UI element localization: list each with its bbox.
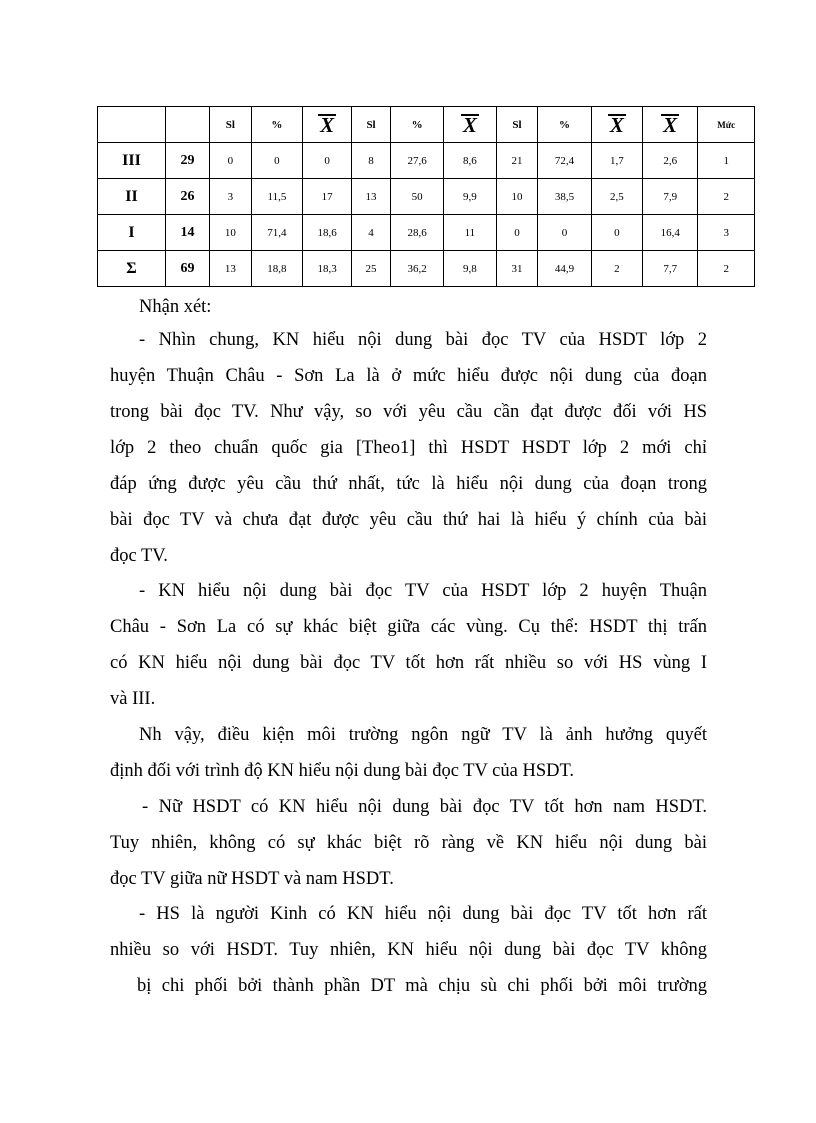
table-row	[98, 143, 755, 179]
paragraph-line: - HS là người Kinh có KN hiểu nội dung bài đọc TV tốt hơn rất	[139, 904, 707, 924]
table-cell: 2,6	[642, 143, 697, 179]
table-cell: 7,7	[642, 251, 697, 287]
table-cell: 1	[698, 143, 755, 179]
table-cell: 25	[352, 251, 391, 287]
header-cell	[166, 107, 210, 143]
table-cell: 8,6	[444, 143, 496, 179]
table-cell: 4	[352, 215, 391, 251]
paragraph-line: có KN hiểu nội dung bài đọc TV tốt hơn rất nhiều so với HS vùng I	[110, 653, 707, 673]
table-cell: 10	[496, 179, 538, 215]
paragraph-line: - KN hiểu nội dung bài đọc TV của HSDT lớp 2 huyện Thuận	[139, 581, 707, 601]
table-cell: 9,9	[444, 179, 496, 215]
table-row	[98, 251, 755, 287]
table-cell: 11	[444, 215, 496, 251]
mean-symbol: X	[663, 113, 678, 137]
table-cell: 18,6	[303, 215, 352, 251]
remarks-heading: Nhận xét:	[139, 297, 212, 317]
paragraph-line: đáp ứng được yêu cầu thứ nhất, tức là hiểu nội dung của đoạn trong	[110, 474, 707, 494]
paragraph-line: và III.	[110, 689, 156, 709]
paragraph-line: đọc TV giữa nữ HSDT và nam HSDT.	[110, 869, 394, 889]
header-cell	[591, 107, 642, 143]
table-cell: 18,8	[251, 251, 302, 287]
table-cell: 72,4	[538, 143, 591, 179]
table-cell: 0	[538, 215, 591, 251]
table-header-row	[98, 107, 755, 143]
header-cell: %	[251, 107, 302, 143]
table-cell: 71,4	[251, 215, 302, 251]
mean-symbol: X	[462, 113, 477, 137]
header-cell	[444, 107, 496, 143]
table-cell: 50	[390, 179, 443, 215]
paragraph-line: nhiều so với HSDT. Tuy nhiên, KN hiểu nội dung bài đọc TV không	[110, 940, 707, 960]
table-row	[98, 215, 755, 251]
paragraph-line: trong bài đọc TV. Như vậy, so với yêu cầu cần đạt được đối với HS	[110, 402, 707, 422]
table-cell: 11,5	[251, 179, 302, 215]
table-cell: 2	[591, 251, 642, 287]
header-cell: Mức	[698, 107, 755, 143]
row-label: III	[98, 143, 166, 179]
table-cell: 13	[352, 179, 391, 215]
paragraph-line: - Nữ HSDT có KN hiểu nội dung bài đọc TV tốt hơn nam HSDT.	[142, 797, 707, 817]
paragraph-line: bị chi phối bởi thành phần DT mà chịu sù chi phối bởi môi trường	[137, 976, 707, 996]
header-cell: Sl	[209, 107, 251, 143]
header-cell	[98, 107, 166, 143]
table-cell: 7,9	[642, 179, 697, 215]
row-total: 29	[166, 143, 210, 179]
results-table	[97, 106, 755, 287]
row-label: I	[98, 215, 166, 251]
header-cell: Sl	[496, 107, 538, 143]
table-row	[98, 179, 755, 215]
row-label: II	[98, 179, 166, 215]
table-cell: 8	[352, 143, 391, 179]
table-cell: 0	[209, 143, 251, 179]
table-cell: 27,6	[390, 143, 443, 179]
row-total: 69	[166, 251, 210, 287]
table-cell: 3	[698, 215, 755, 251]
paragraph-line: bài đọc TV và chưa đạt được yêu cầu thứ hai là hiểu ý chính của bài	[110, 510, 707, 530]
table-cell: 36,2	[390, 251, 443, 287]
header-cell: %	[390, 107, 443, 143]
paragraph-line: Châu - Sơn La có sự khác biệt giữa các vùng. Cụ thể: HSDT thị trấn	[110, 617, 707, 637]
table-cell: 2,5	[591, 179, 642, 215]
paragraph-line: định đối với trình độ KN hiểu nội dung bài đọc TV của HSDT.	[110, 761, 575, 781]
table-cell: 28,6	[390, 215, 443, 251]
table-cell: 38,5	[538, 179, 591, 215]
table-cell: 2	[698, 179, 755, 215]
table-cell: 16,4	[642, 215, 697, 251]
table-cell: 13	[209, 251, 251, 287]
table-cell: 10	[209, 215, 251, 251]
paragraph-line: Tuy nhiên, không có sự khác biệt rõ ràng về KN hiểu nội dung bài	[110, 833, 707, 853]
table-cell: 0	[251, 143, 302, 179]
paragraph-line: - Nhìn chung, KN hiểu nội dung bài đọc TV của HSDT lớp 2	[139, 330, 707, 350]
header-cell	[642, 107, 697, 143]
header-cell: Sl	[352, 107, 391, 143]
paragraph-line: huyện Thuận Châu - Sơn La là ở mức hiểu được nội dung của đoạn	[110, 366, 707, 386]
header-cell: %	[538, 107, 591, 143]
table-cell: 44,9	[538, 251, 591, 287]
paragraph-line: đọc TV.	[110, 546, 168, 566]
table-cell: 18,3	[303, 251, 352, 287]
table-cell: 31	[496, 251, 538, 287]
row-total: 14	[166, 215, 210, 251]
table-cell: 9,8	[444, 251, 496, 287]
header-cell	[303, 107, 352, 143]
table-cell: 1,7	[591, 143, 642, 179]
table-cell: 2	[698, 251, 755, 287]
table-cell: 21	[496, 143, 538, 179]
table-cell: 0	[303, 143, 352, 179]
row-total: 26	[166, 179, 210, 215]
mean-symbol: X	[320, 113, 335, 137]
mean-symbol: X	[609, 113, 624, 137]
table-cell: 3	[209, 179, 251, 215]
table-cell: 17	[303, 179, 352, 215]
paragraph-line: lớp 2 theo chuẩn quốc gia [Theo1] thì HSDT HSDT lớp 2 mới chỉ	[110, 438, 707, 458]
table-cell: 0	[496, 215, 538, 251]
row-label: Σ	[98, 251, 166, 287]
paragraph-line: Nh vậy, điều kiện môi trường ngôn ngữ TV là ảnh hưởng quyết	[139, 725, 707, 745]
table-cell: 0	[591, 215, 642, 251]
